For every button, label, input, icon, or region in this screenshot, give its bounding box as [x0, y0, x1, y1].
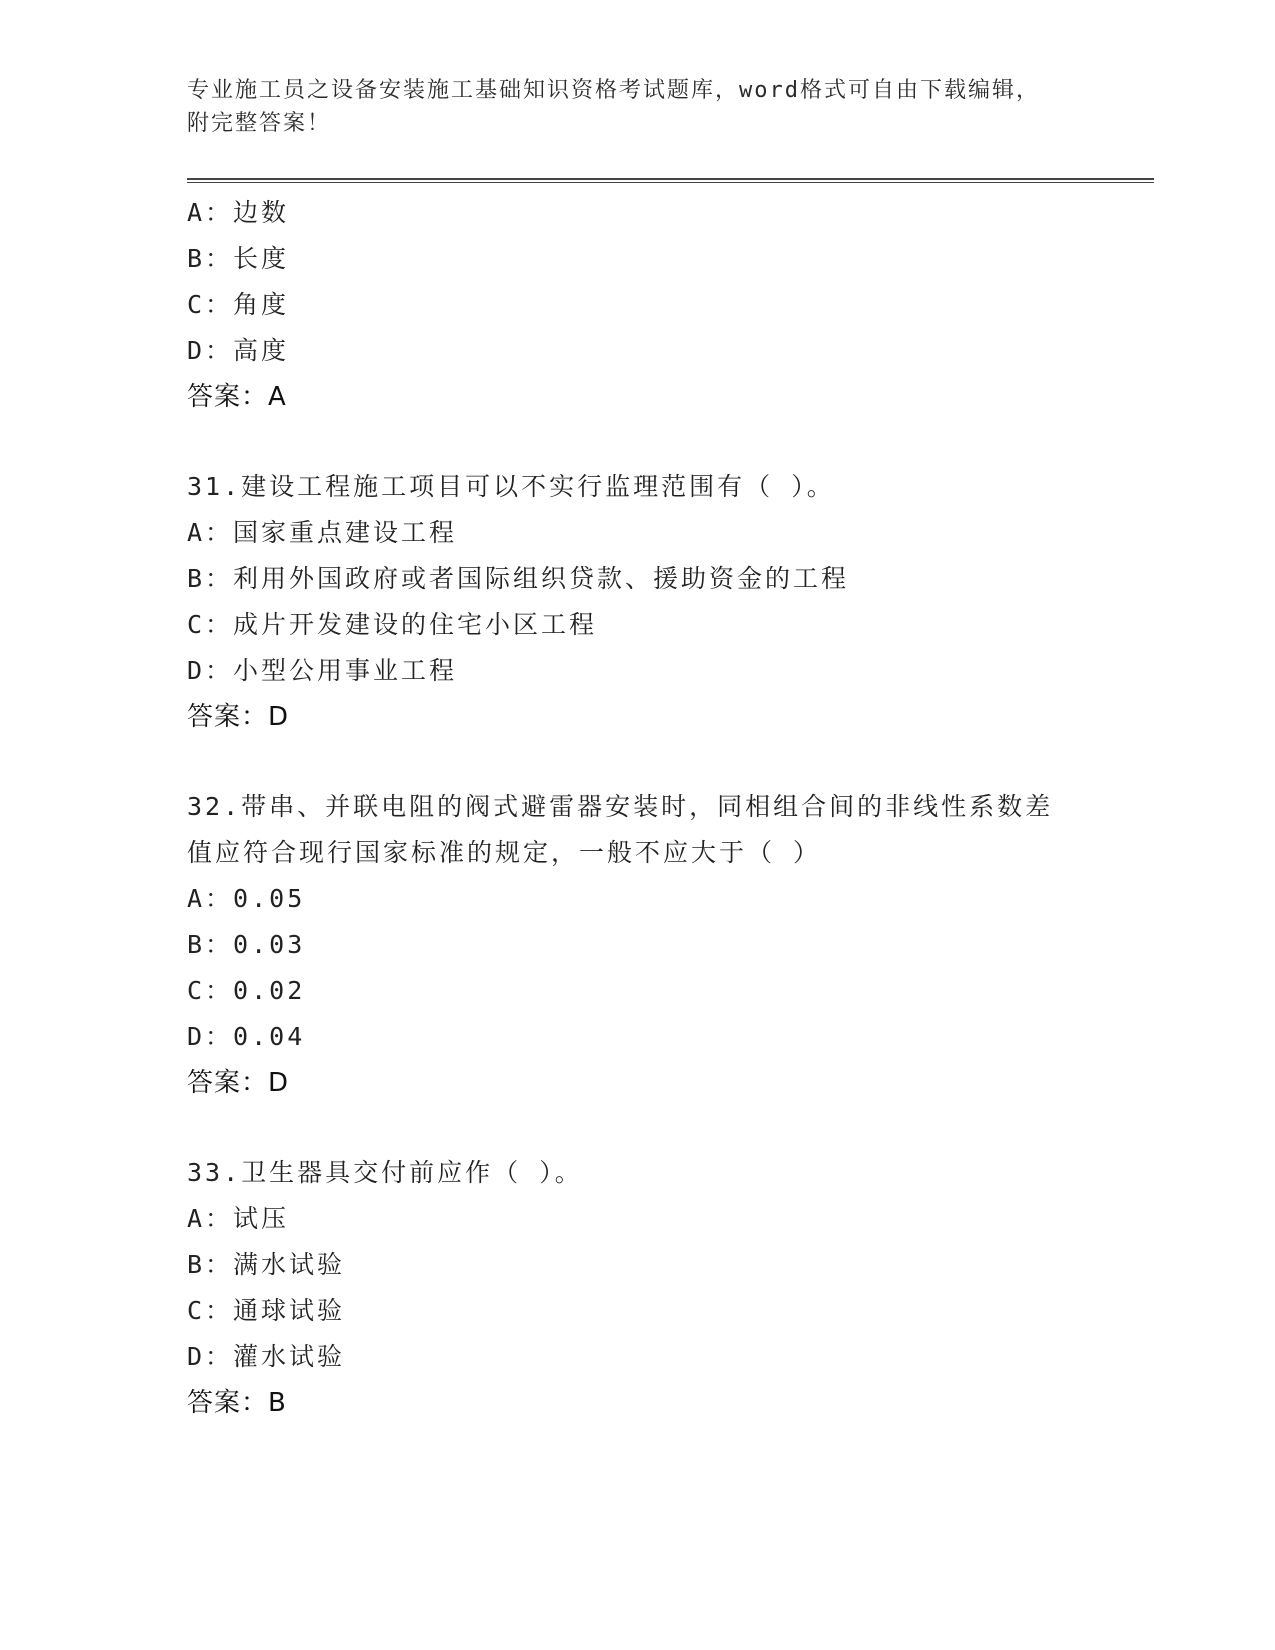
document-header	[187, 74, 1087, 140]
option-b: B：长度	[187, 244, 290, 273]
question-list	[187, 190, 1127, 1426]
header-line-2: 附完整答案！	[187, 111, 332, 136]
option-c: C：0.02	[187, 976, 306, 1005]
option-c: C：通球试验	[187, 1296, 346, 1325]
spacer	[187, 1106, 1127, 1150]
question-stem: 33.卫生器具交付前应作（ ）。	[187, 1158, 583, 1187]
option-b: B：利用外国政府或者国际组织贷款、援助资金的工程	[187, 564, 850, 593]
question-30	[187, 190, 1127, 420]
option-b: B：0.03	[187, 930, 306, 959]
question-32	[187, 784, 1127, 1106]
option-c: C：角度	[187, 290, 290, 319]
answer-line: 答案：D	[187, 702, 290, 732]
header-divider-thin	[187, 182, 1154, 183]
option-a: A：边数	[187, 198, 290, 227]
question-33	[187, 1150, 1127, 1426]
spacer	[187, 740, 1127, 784]
option-d: D：小型公用事业工程	[187, 656, 458, 685]
option-a: A：试压	[187, 1204, 290, 1233]
question-stem-line-2: 值应符合现行国家标准的规定，一般不应大于（ ）	[187, 838, 822, 867]
answer-line: 答案：A	[187, 382, 287, 412]
option-d: D：0.04	[187, 1022, 306, 1051]
header-line-1: 专业施工员之设备安装施工基础知识资格考试题库，word格式可自由下载编辑，	[187, 78, 1040, 103]
option-d: D：高度	[187, 336, 290, 365]
question-31	[187, 464, 1127, 740]
question-stem: 31.建设工程施工项目可以不实行监理范围有（ ）。	[187, 472, 835, 501]
option-b: B：满水试验	[187, 1250, 346, 1279]
question-stem-line-1: 32.带串、并联电阻的阀式避雷器安装时，同相组合间的非线性系数差	[187, 792, 1054, 821]
answer-line: 答案：D	[187, 1068, 290, 1098]
option-d: D：灌水试验	[187, 1342, 346, 1371]
spacer	[187, 420, 1127, 464]
header-divider-thick	[187, 178, 1154, 180]
option-a: A：国家重点建设工程	[187, 518, 458, 547]
option-c: C：成片开发建设的住宅小区工程	[187, 610, 598, 639]
answer-line: 答案：B	[187, 1388, 287, 1418]
option-a: A：0.05	[187, 884, 306, 913]
